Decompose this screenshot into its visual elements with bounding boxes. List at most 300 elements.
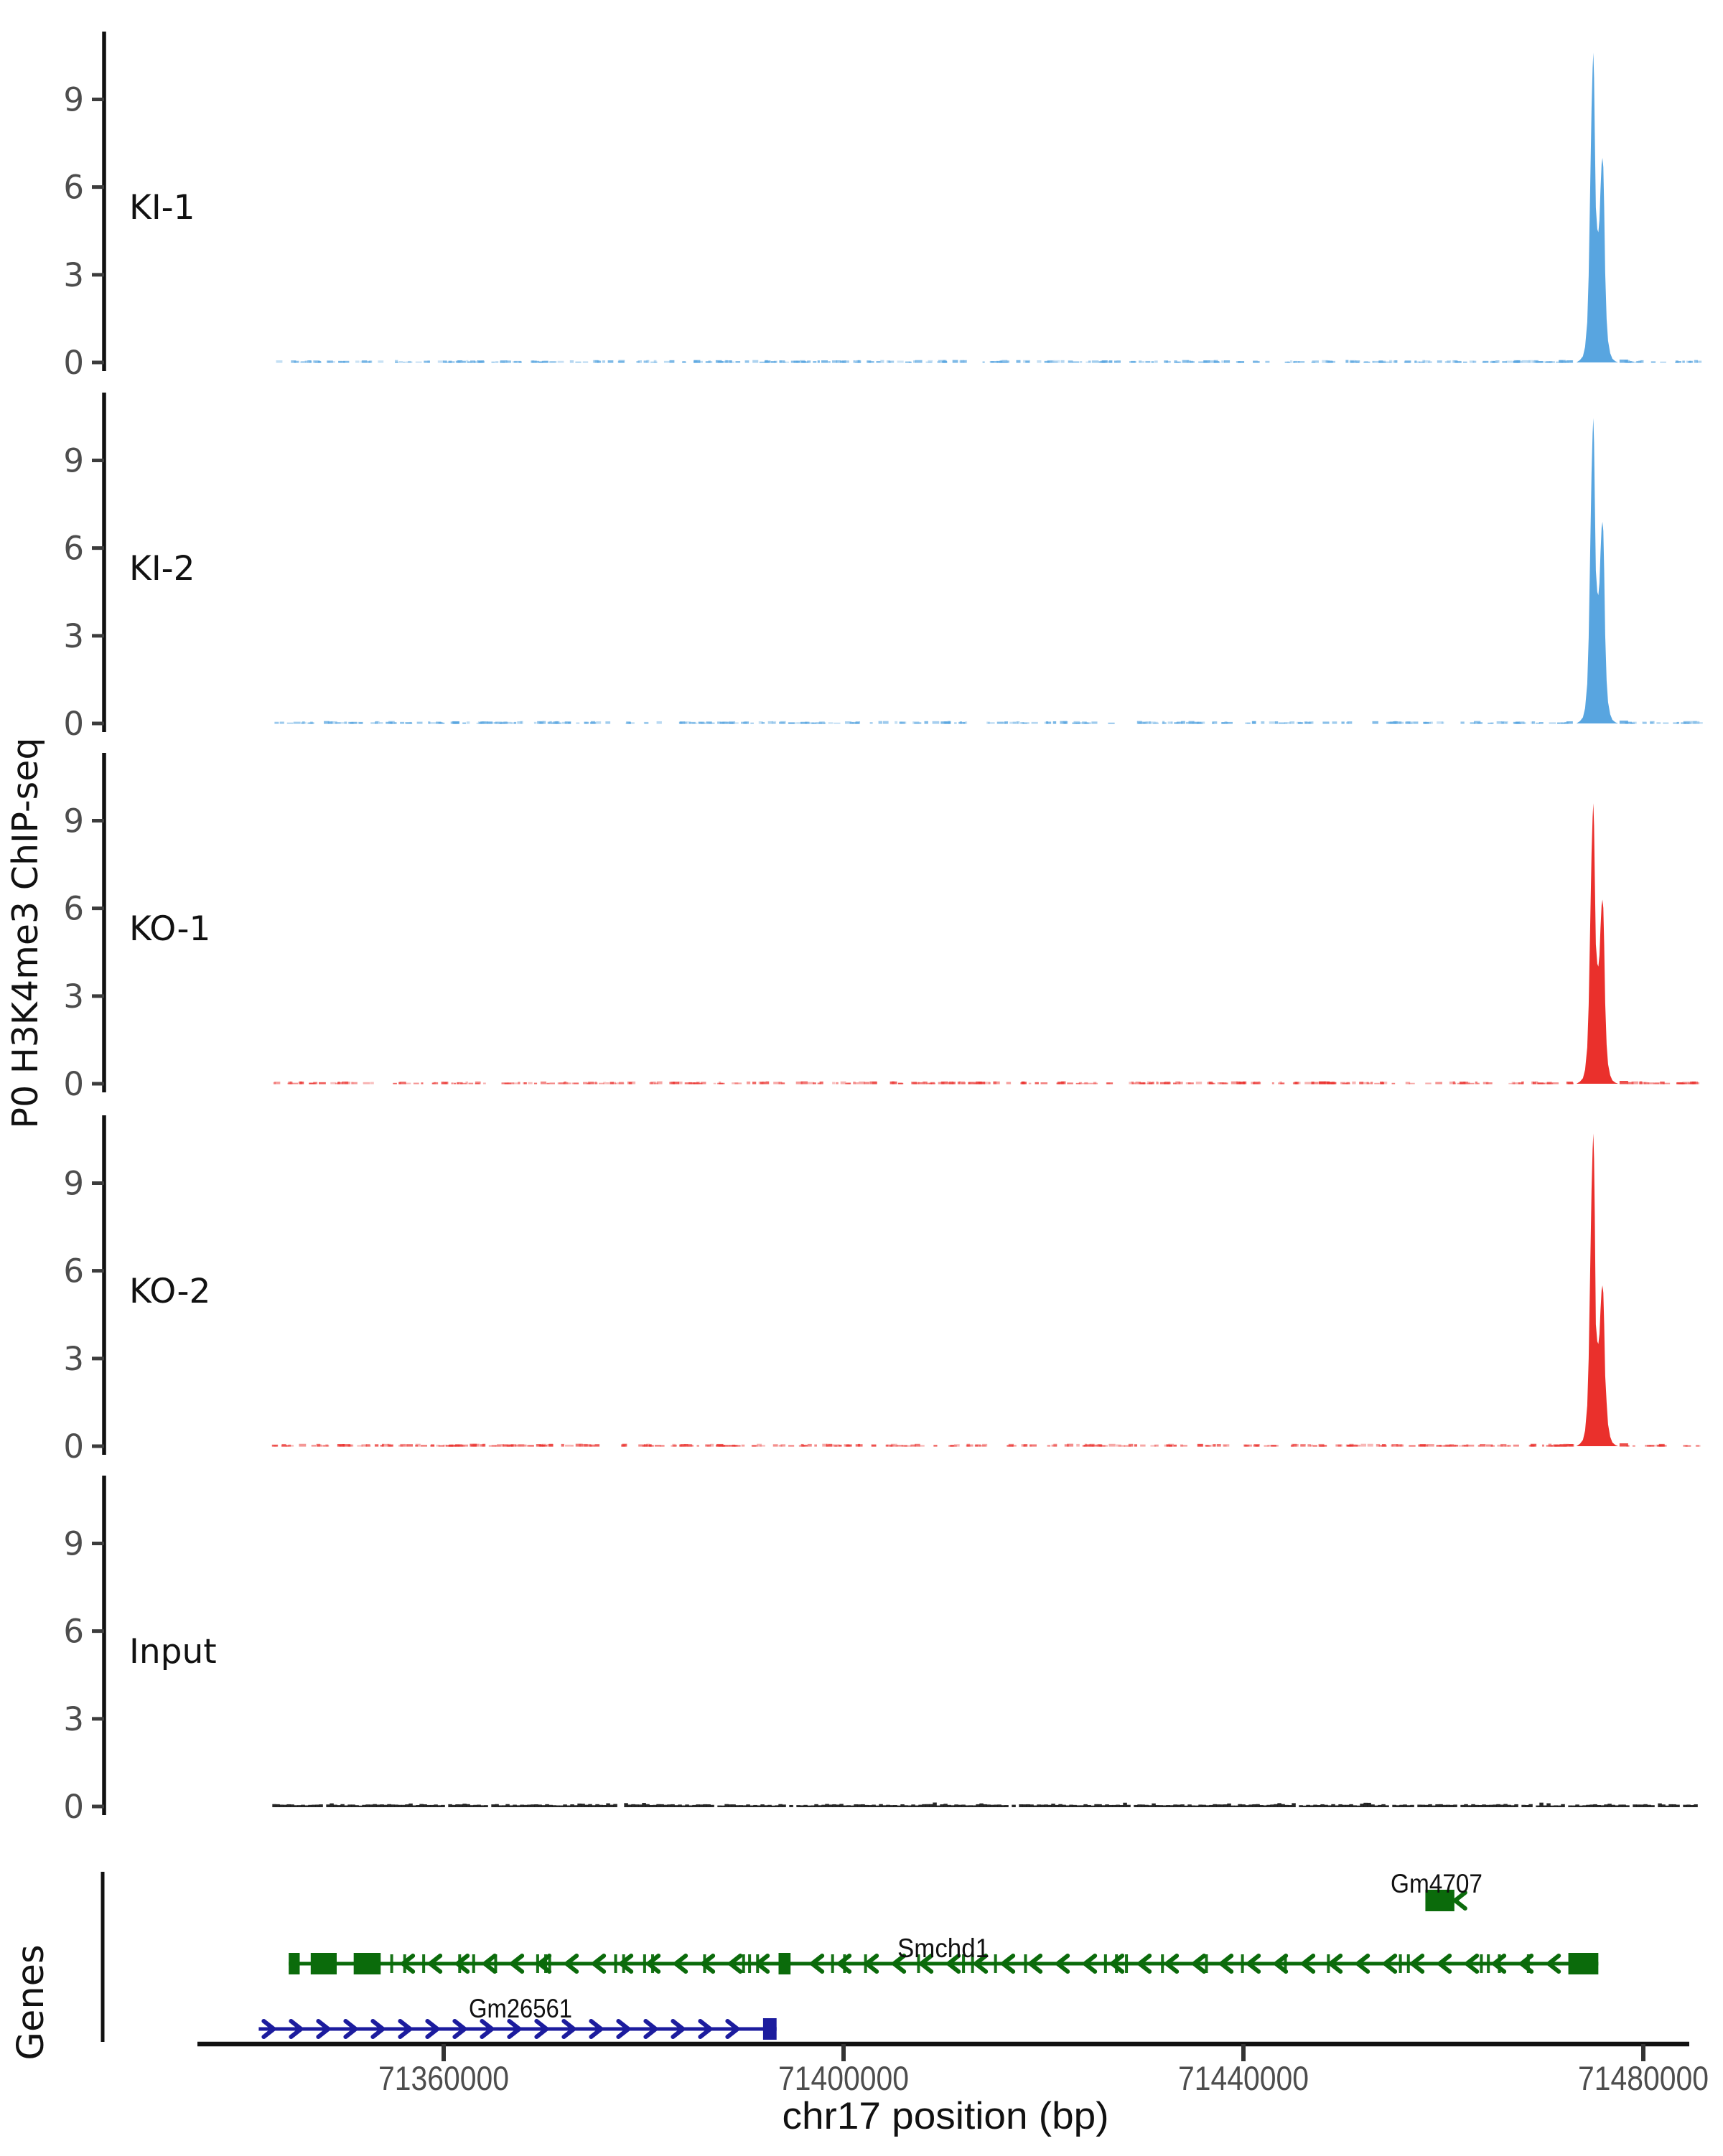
signal-noise (340, 1804, 345, 1807)
signal-noise (1686, 1804, 1691, 1807)
signal-noise (470, 1444, 477, 1447)
signal-noise (457, 360, 462, 363)
signal-noise (561, 1444, 564, 1447)
signal-noise (348, 722, 351, 724)
signal-noise (1682, 361, 1685, 363)
signal-noise (510, 722, 515, 723)
signal-noise (1001, 1805, 1005, 1807)
signal-noise (527, 1804, 531, 1807)
signal-noise (1083, 723, 1088, 724)
signal-noise (1689, 361, 1691, 363)
y-tick-label: 9 (63, 1164, 84, 1203)
signal-noise (1648, 1082, 1654, 1084)
signal-noise (362, 360, 367, 362)
signal-noise (1572, 1806, 1576, 1807)
signal-noise (1114, 361, 1117, 363)
signal-noise (1159, 1805, 1163, 1807)
signal-noise (1439, 1804, 1443, 1807)
signal-noise (1131, 361, 1135, 363)
track-label: KI-1 (129, 188, 195, 228)
signal-noise (505, 1804, 510, 1807)
signal-noise (673, 1445, 676, 1447)
signal-noise (370, 1082, 374, 1084)
signal-noise (1322, 360, 1327, 363)
signal-noise (583, 362, 588, 363)
signal-noise (779, 360, 785, 362)
signal-noise (1672, 1804, 1676, 1807)
signal-noise (1152, 1804, 1156, 1807)
signal-noise (1620, 721, 1628, 724)
signal-noise (1177, 1805, 1181, 1807)
signal-noise (387, 1804, 391, 1807)
signal-noise (317, 1444, 320, 1447)
signal-noise (1478, 1805, 1482, 1807)
signal-noise (915, 1806, 919, 1807)
signal-noise (1231, 1082, 1238, 1084)
signal-noise (1442, 1805, 1447, 1807)
signal-noise (918, 1805, 923, 1807)
signal-noise (319, 1082, 326, 1084)
signal-noise (937, 361, 940, 362)
signal-noise (1075, 723, 1080, 724)
gene-exon-tick (1241, 1954, 1244, 1973)
signal-noise (559, 1806, 564, 1807)
signal-noise (1391, 1445, 1393, 1447)
signal-noise (279, 1804, 284, 1807)
signal-noise (1304, 1082, 1311, 1084)
signal-noise (312, 1445, 317, 1446)
signal-noise (942, 361, 947, 363)
signal-noise (400, 722, 404, 724)
signal-noise (780, 1444, 785, 1446)
signal-noise (699, 1804, 704, 1807)
signal-noise (890, 1082, 897, 1084)
signal-noise (1396, 1805, 1400, 1807)
signal-noise (502, 1805, 506, 1807)
signal-noise (976, 1804, 980, 1807)
signal-noise (276, 360, 283, 363)
signal-noise (1217, 1444, 1221, 1447)
signal-noise (376, 1804, 380, 1807)
signal-noise (1345, 360, 1348, 363)
signal-noise (1404, 361, 1411, 362)
signal-noise (294, 1805, 298, 1807)
signal-noise (688, 1082, 692, 1084)
signal-noise (1437, 1445, 1441, 1446)
signal-noise (398, 1082, 401, 1084)
signal-noise (933, 1445, 937, 1446)
signal-noise (534, 1083, 537, 1084)
signal-noise (1080, 361, 1082, 363)
signal-noise (1222, 1083, 1228, 1084)
y-tick-label: 3 (63, 617, 84, 655)
signal-noise (1566, 1082, 1573, 1084)
signal-noise (1340, 1082, 1345, 1084)
signal-noise (1371, 1804, 1375, 1807)
signal-noise (1367, 1803, 1371, 1807)
signal-noise (1618, 1804, 1622, 1807)
signal-noise (480, 1805, 485, 1807)
signal-noise (1173, 1804, 1177, 1807)
signal-noise (645, 1804, 650, 1807)
signal-noise (1259, 1805, 1264, 1807)
signal-peak (1577, 52, 1618, 362)
signal-noise (714, 1083, 716, 1084)
signal-noise (632, 1082, 635, 1084)
signal-noise (1353, 1805, 1357, 1807)
signal-noise (1645, 1445, 1650, 1446)
signal-noise (495, 1804, 499, 1807)
gene-exon-tick (472, 1954, 475, 1973)
signal-noise (1653, 1083, 1659, 1084)
signal-noise (920, 1445, 925, 1446)
signal-noise (990, 1805, 994, 1807)
signal-noise (872, 1805, 876, 1807)
signal-noise (811, 1805, 815, 1807)
signal-noise (996, 361, 1002, 363)
signal-noise (1335, 1805, 1339, 1807)
signal-noise (1154, 360, 1158, 362)
signal-noise (1084, 1082, 1088, 1084)
signal-noise (301, 722, 307, 724)
signal-noise (818, 1805, 822, 1807)
signal-noise (1347, 721, 1352, 724)
signal-noise (1221, 360, 1225, 362)
signal-noise (1288, 1805, 1292, 1807)
signal-noise (466, 1804, 470, 1807)
signal-noise (796, 1805, 800, 1807)
signal-noise (347, 1445, 353, 1447)
signal-noise (333, 1805, 337, 1807)
signal-noise (1245, 723, 1251, 724)
signal-noise (523, 1805, 528, 1807)
signal-noise (1094, 1804, 1098, 1807)
signal-noise (1550, 1806, 1554, 1807)
signal-noise (1342, 1805, 1346, 1807)
signal-noise (1472, 361, 1476, 363)
signal-noise (1274, 1804, 1278, 1807)
signal-noise (888, 361, 894, 363)
signal-noise (929, 1804, 933, 1807)
signal-peak (1577, 803, 1618, 1084)
signal-noise (430, 1805, 434, 1807)
signal-noise (732, 1804, 736, 1807)
signal-noise (760, 1804, 765, 1807)
signal-noise (1640, 360, 1644, 363)
signal-noise (584, 722, 587, 724)
signal-noise (1452, 360, 1457, 363)
signal-noise (1191, 1805, 1195, 1807)
signal-noise (1690, 1805, 1694, 1807)
signal-noise (1559, 1445, 1566, 1447)
signal-noise (1435, 1804, 1439, 1807)
signal-noise (1546, 1804, 1551, 1807)
signal-noise (626, 721, 630, 723)
signal-noise (767, 1805, 772, 1807)
y-tick-label: 3 (63, 977, 84, 1016)
signal-noise (1144, 1805, 1149, 1807)
signal-noise (1145, 361, 1150, 363)
signal-noise (337, 1805, 341, 1807)
signal-noise (1294, 361, 1297, 363)
signal-noise (388, 721, 395, 724)
signal-noise (520, 1445, 526, 1447)
signal-noise (294, 722, 301, 724)
signal-noise (1449, 1082, 1453, 1084)
signal-noise (627, 1804, 632, 1807)
signal-noise (451, 1082, 453, 1084)
signal-noise (638, 1444, 645, 1446)
signal-noise (789, 1805, 793, 1807)
signal-noise (850, 1806, 854, 1807)
signal-noise (1372, 721, 1378, 724)
signal-noise (1656, 722, 1661, 723)
signal-noise (1197, 721, 1205, 723)
signal-noise (1035, 1082, 1039, 1084)
signal-noise (1080, 1805, 1084, 1807)
y-tick-label: 9 (63, 80, 84, 119)
signal-noise (1463, 362, 1467, 363)
signal-noise (654, 1082, 658, 1084)
signal-noise (822, 1444, 827, 1447)
signal-noise (808, 1082, 814, 1084)
signal-noise (1274, 1445, 1279, 1446)
signal-noise (807, 360, 811, 362)
gene-exon-tick (1104, 1954, 1107, 1973)
signal-noise (760, 1082, 765, 1084)
signal-noise (1234, 1806, 1238, 1807)
signal-noise (1497, 1445, 1503, 1447)
signal-noise (473, 1805, 477, 1807)
signal-noise (1155, 1805, 1159, 1807)
signal-noise (1220, 1804, 1224, 1807)
signal-noise (1139, 360, 1141, 362)
signal-noise (1545, 362, 1551, 363)
signal-noise (534, 722, 537, 724)
signal-noise (624, 1803, 628, 1807)
signal-noise (1414, 722, 1419, 724)
signal-noise (1047, 1805, 1052, 1807)
signal-noise (1279, 723, 1285, 724)
signal-noise (1486, 1444, 1493, 1446)
signal-noise (746, 1804, 750, 1807)
signal-noise (481, 361, 485, 363)
signal-noise (869, 361, 874, 363)
signal-noise (576, 723, 579, 724)
signal-noise (745, 360, 750, 362)
signal-noise (459, 1804, 463, 1807)
signal-noise (1024, 1444, 1027, 1446)
gene-exon-tick (1399, 1954, 1402, 1973)
signal-noise (437, 1805, 442, 1807)
signal-noise (395, 360, 398, 363)
signal-noise (1040, 1805, 1045, 1807)
signal-noise (1620, 1443, 1628, 1447)
signal-noise (1184, 1806, 1188, 1807)
signal-noise (1393, 360, 1398, 362)
gene-exon-tick (391, 1954, 393, 1973)
signal-noise (568, 722, 571, 724)
signal-noise (608, 360, 614, 363)
signal-noise (517, 721, 522, 724)
signal-noise (963, 722, 966, 724)
signal-noise (997, 722, 1004, 724)
signal-noise (454, 1083, 456, 1084)
y-tick-label: 9 (63, 802, 84, 840)
signal-noise (1189, 721, 1195, 724)
signal-noise (475, 1082, 481, 1084)
signal-noise (1360, 1804, 1364, 1807)
signal-noise (803, 1805, 808, 1807)
signal-noise (1579, 1806, 1583, 1807)
signal-noise (1663, 723, 1668, 724)
signal-noise (299, 1082, 302, 1084)
signal-noise (902, 1445, 907, 1446)
signal-noise (1518, 1082, 1523, 1084)
signal-noise (1374, 1806, 1378, 1807)
signal-noise (1091, 1806, 1095, 1807)
signal-noise (1368, 1082, 1371, 1084)
signal-noise (678, 1804, 682, 1807)
signal-noise (728, 1804, 732, 1807)
signal-noise (841, 1082, 846, 1084)
signal-noise (697, 1445, 699, 1446)
signal-noise (588, 1082, 594, 1084)
signal-noise (398, 1805, 402, 1807)
track-group-ko-1 (63, 753, 1699, 1103)
y-tick-label: 3 (63, 256, 84, 294)
signal-noise (1552, 1082, 1559, 1084)
signal-noise (380, 1804, 384, 1807)
signal-noise (1457, 1083, 1463, 1084)
signal-noise (312, 1805, 316, 1807)
signal-noise (421, 1445, 427, 1446)
signal-noise (1052, 1445, 1057, 1447)
signal-noise (1502, 721, 1505, 723)
signal-noise (832, 1804, 836, 1807)
signal-noise (1284, 1805, 1289, 1807)
signal-noise (846, 1805, 851, 1807)
signal-noise (858, 1444, 860, 1447)
signal-noise (1180, 1444, 1183, 1446)
signal-noise (696, 1804, 700, 1807)
signal-noise (1470, 722, 1475, 723)
signal-noise (989, 1082, 991, 1084)
signal-noise (1224, 360, 1230, 363)
signal-noise (1254, 1444, 1260, 1447)
signal-noise (975, 1444, 981, 1446)
signal-noise (301, 1805, 305, 1807)
signal-noise (1126, 1805, 1131, 1807)
signal-noise (897, 1806, 901, 1807)
signal-noise (1139, 722, 1141, 724)
signal-noise (1410, 1805, 1414, 1807)
signal-noise (338, 361, 342, 363)
signal-noise (864, 1805, 869, 1807)
signal-noise (1530, 1445, 1534, 1447)
signal-noise (667, 1804, 671, 1807)
signal-noise (1392, 1083, 1396, 1084)
signal-noise (653, 1805, 657, 1807)
signal-noise (1025, 361, 1029, 363)
signal-noise (671, 1804, 675, 1807)
signal-noise (477, 1805, 481, 1807)
signal-noise (1406, 1082, 1410, 1084)
signal-noise (958, 1082, 961, 1084)
gene-label: Smchd1 (897, 1934, 989, 1963)
signal-noise (968, 1805, 973, 1807)
signal-noise (558, 361, 564, 363)
signal-noise (961, 1804, 966, 1807)
signal-noise (1101, 1805, 1106, 1807)
gene-exon-tick (994, 1954, 997, 1973)
signal-noise (1168, 1444, 1174, 1447)
signal-noise (1406, 1805, 1411, 1807)
signal-noise (1080, 722, 1083, 723)
signal-noise (1363, 1803, 1368, 1807)
signal-noise (596, 721, 601, 724)
signal-noise (750, 1806, 754, 1807)
signal-noise (1287, 362, 1289, 363)
signal-noise (943, 1804, 948, 1807)
signal-noise (1677, 722, 1680, 724)
signal-noise (423, 1804, 427, 1807)
gene-exon-tick (422, 1954, 425, 1973)
signal-noise (1449, 1805, 1454, 1807)
signal-noise (1535, 1082, 1538, 1084)
signal-noise (1332, 721, 1337, 723)
signal-noise (836, 1082, 839, 1084)
signal-noise (1521, 360, 1527, 363)
signal-noise (556, 1805, 560, 1807)
signal-noise (1656, 1445, 1663, 1447)
signal-noise (1345, 1805, 1350, 1807)
gene-label: Gm4707 (1391, 1869, 1482, 1898)
signal-noise (965, 1805, 969, 1807)
gene-exon-tick (1024, 1954, 1027, 1973)
signal-noise (1141, 361, 1144, 362)
signal-noise (618, 360, 625, 363)
signal-noise (508, 1082, 514, 1084)
signal-noise (1428, 361, 1432, 362)
signal-noise (605, 721, 610, 723)
signal-noise (1528, 1804, 1533, 1807)
signal-noise (419, 1804, 424, 1807)
signal-noise (1033, 1805, 1037, 1807)
signal-noise (1083, 1804, 1088, 1807)
signal-noise (550, 361, 556, 363)
signal-noise (501, 1082, 508, 1084)
signal-noise (734, 1082, 742, 1084)
signal-noise (1252, 721, 1256, 724)
signal-noise (294, 361, 299, 363)
signal-noise (613, 1804, 617, 1807)
signal-noise (1467, 1805, 1472, 1807)
signal-noise (759, 721, 763, 724)
signal-noise (584, 1444, 591, 1446)
signal-noise (922, 1082, 925, 1084)
signal-noise (1432, 1806, 1436, 1807)
signal-noise (552, 1805, 556, 1807)
signal-noise (455, 1444, 462, 1446)
signal-noise (534, 361, 539, 363)
signal-noise (843, 1806, 847, 1807)
signal-noise (1022, 1804, 1027, 1807)
signal-noise (729, 1445, 736, 1447)
signal-noise (1513, 722, 1518, 724)
signal-noise (828, 1804, 833, 1807)
signal-noise (882, 1805, 887, 1807)
